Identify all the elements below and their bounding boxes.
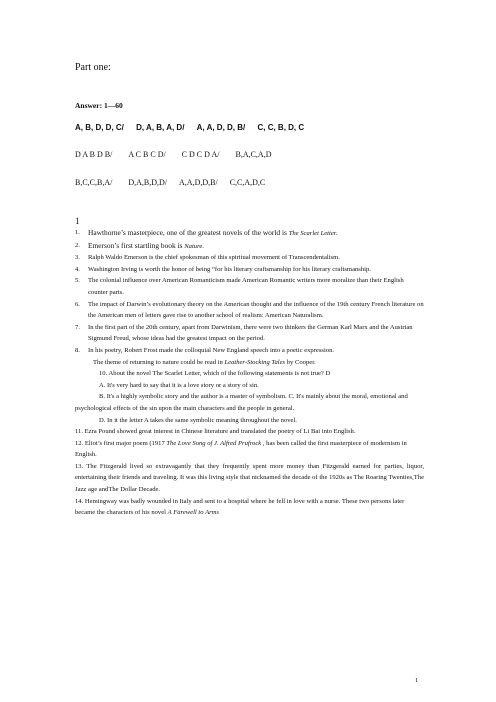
answer-group: D,A,B,D,D/ (128, 178, 168, 187)
list-item (75, 240, 424, 253)
list-item (75, 252, 424, 264)
item-text: The colonial influence over American Romanticism made American Romantic writers more moralize than their English counter parts. (88, 277, 404, 296)
list-item (75, 357, 424, 369)
question-10: 10. About the novel The Scarlet Letter, which of the following statements is not true? D (99, 370, 331, 378)
item-number: 4. (75, 265, 80, 273)
answer-label: Answer: 1—60 (75, 101, 123, 110)
item-number: 3. (75, 254, 80, 262)
answer-group: C, C, B, D, C (257, 123, 305, 132)
page-title: Part one: (75, 62, 111, 73)
list-item (75, 275, 424, 298)
item-text: , has been called the first masterpiece of modernism in English. (75, 439, 407, 459)
item-number: 1. (75, 229, 80, 236)
item-text: The theme of returning to nature could be read in (93, 358, 225, 366)
answer-group: A, A, D, D, B/ (196, 123, 246, 132)
answer-line (75, 150, 282, 159)
answer-group: D, A, B, A, D/ (136, 123, 185, 132)
list-item (75, 438, 424, 461)
item-text: by Cooper. (285, 358, 316, 366)
item-title: The Love Song of J. Alfred Prufrock (166, 439, 262, 447)
list-item (75, 345, 424, 357)
question-list (75, 227, 424, 519)
item-title: Nature. (184, 242, 205, 250)
answer-group: A, B, D, D, C/ (75, 123, 124, 132)
section-number: 1 (75, 216, 80, 226)
answer-line (75, 123, 314, 132)
item-text: In the first part of the 20th century, apart from Darwinism, there were two thinkers the German Karl Marx and the Austrian Sigmund Freud, whose ideas had the greatest impact on the period. (88, 323, 413, 343)
answer-group: A,A,D,D,B/ (179, 178, 218, 187)
answer-group: C D C D A/ (181, 150, 220, 159)
item-text: The impact of Darwin’s evolutionary theory on the American thought and the influence of the 19th century French literature on the American men of letters gave rise to another school of realism: American Naturalism. (88, 300, 424, 320)
item-text: Ralph Waldo Emerson is the chief spokesman of this spiritual movement of Transcendentalism. (88, 254, 340, 262)
item-title: Leather-Stocking Tales (224, 358, 286, 366)
page-number: 1 (415, 677, 419, 684)
answer-group: D A B D B/ (75, 150, 113, 159)
item-number: 6. (75, 300, 80, 308)
item-text: Washington Irving is worth the honor of being “for his literary craftsmanship for his literary craftsmanship. (88, 265, 371, 273)
item-text: Hawthorne’s masterpiece, one of the greatest novels of the world is (88, 228, 289, 237)
answer-line (75, 178, 275, 187)
list-item (75, 322, 424, 345)
item-text: In his poetry, Robert Frost made the colloquial New England speech into a poetic expression. (88, 346, 335, 354)
item-number: 8. (75, 346, 80, 354)
option-bc: B. It's a highly symbolic story and the author is a master of symbolism. C. It's mainly about the moral, emotional and psychological effects of the sin upon the main characters and the people in general. (75, 393, 408, 412)
item-text: 14. Hemingway was badly wounded in Italy and sent to a hospital where he fell in love with a nurse. These two persons later became the characters of his novel (75, 497, 405, 517)
list-item (75, 299, 424, 322)
list-item (75, 496, 424, 519)
list-item (75, 227, 424, 240)
item-title: A Farewell to Arms (167, 509, 219, 517)
item-text: Emerson’s first startling book is (88, 240, 185, 250)
answer-group: A C B C D/ (128, 150, 166, 159)
answer-group: B,C,C,B,A/ (75, 178, 113, 187)
item-text: 12. Eliot’s first major poem (1917 (75, 439, 167, 447)
list-item: 13. The Fitzgerald lived so extravagantly that they frequently spent more money than Fitzgerald earned for parties, liquor, entertaining their friends and traveling. It was this living style that nicknamed the decade of the 1920s as The Roaring Twenties,The Jazz age andThe Dollar Decade. (75, 462, 424, 494)
option-a: A. It's very hard to say that it is a love story or a story of sin. (99, 381, 259, 389)
item-number: 7. (75, 323, 80, 331)
answer-group: B,A,C,A,D (235, 150, 272, 159)
item-number: 2. (75, 241, 80, 249)
answer-group: C,C,A,D,C (229, 178, 266, 187)
item-number: 5. (75, 277, 80, 285)
item-title: The Scarlet Letter. (288, 230, 338, 237)
list-item (75, 264, 424, 276)
list-item: 11. Ezra Pound showed great interest in Chinese literature and translated the poetry of Li Bai into English. (75, 428, 356, 436)
option-d: D. In it the letter A takes the same symbolic meaning throughout the novel. (99, 416, 297, 424)
